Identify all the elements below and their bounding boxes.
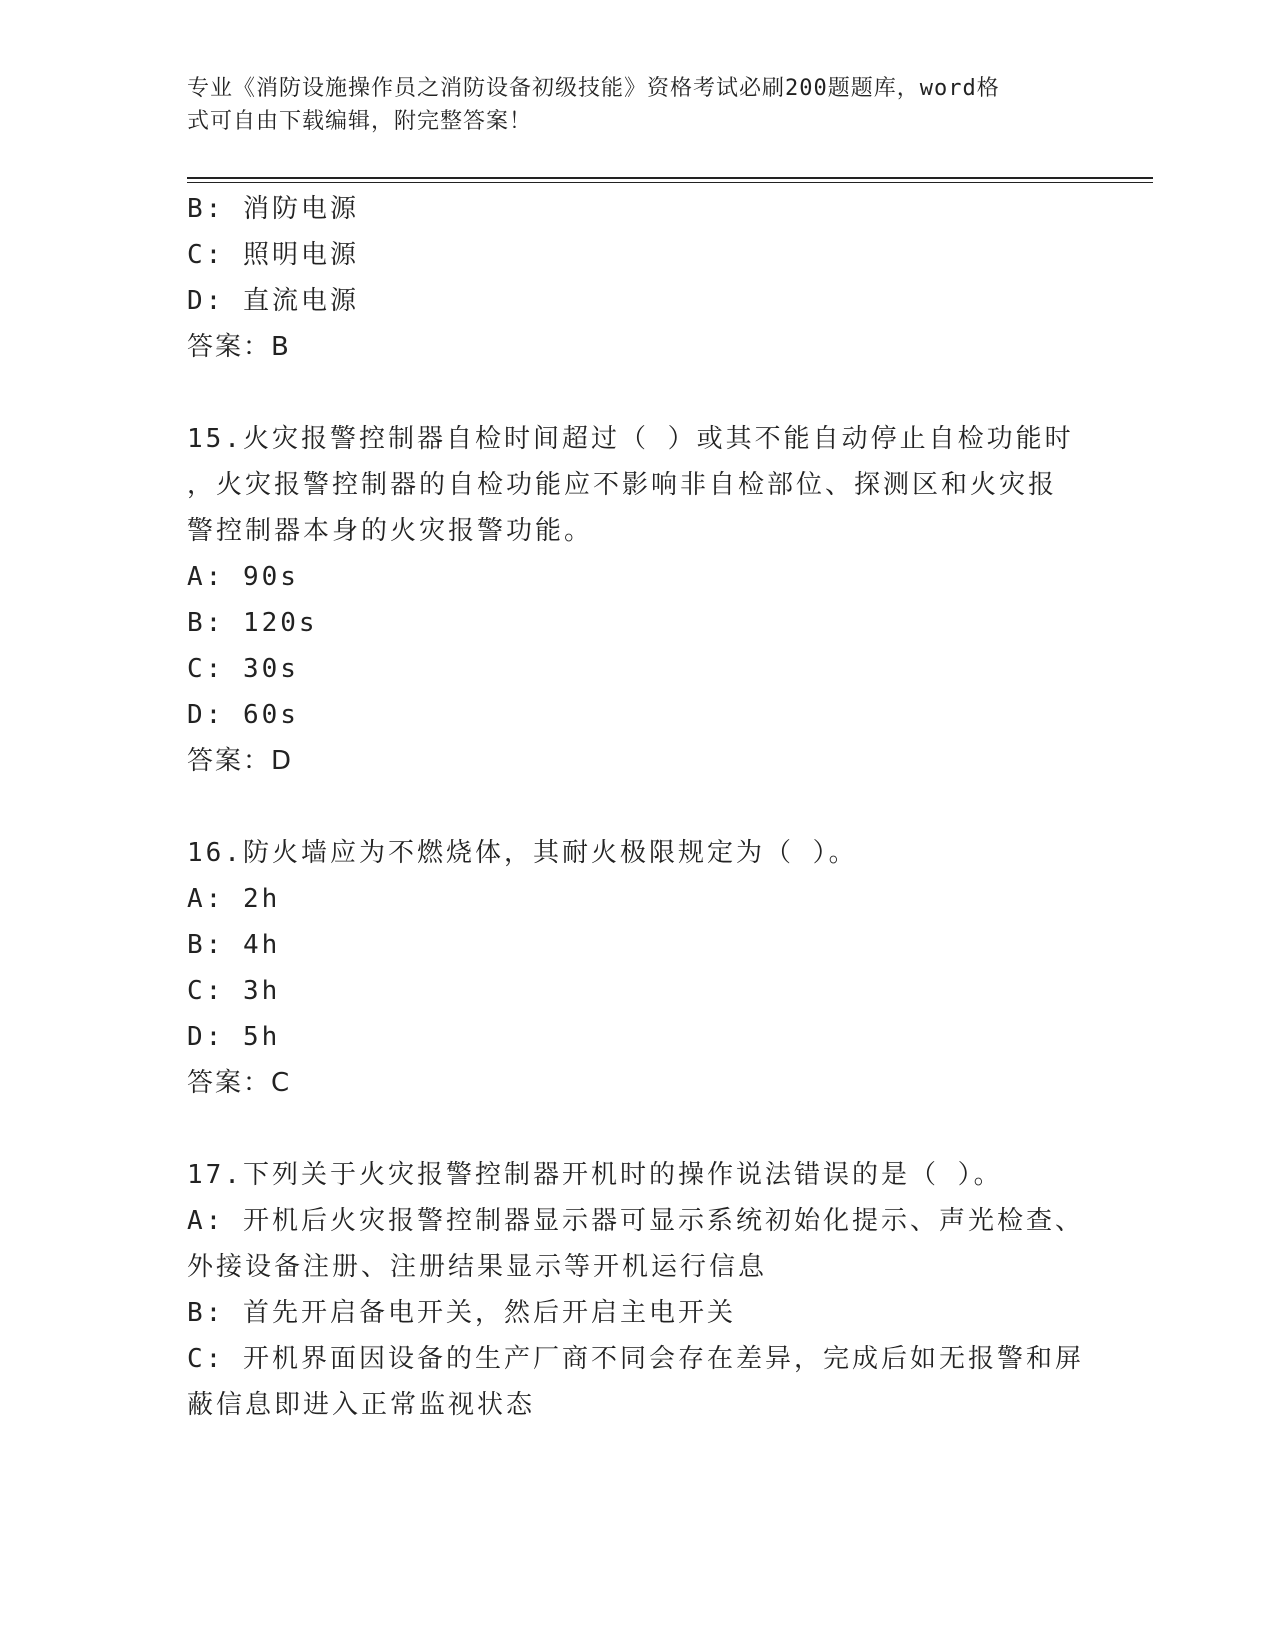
spacer — [187, 784, 1087, 830]
header-rule-thin — [187, 182, 1153, 183]
option-c-line-1: C: 开机界面因设备的生产厂商不同会存在差异，完成后如无报警和屏 — [187, 1344, 1084, 1374]
question-list — [187, 186, 1087, 1428]
question-stem-line-2: ，火灾报警控制器的自检功能应不影响非自检部位、探测区和火灾报 — [187, 470, 1058, 500]
option-c: C: 照明电源 — [187, 240, 359, 270]
question-17 — [187, 1152, 1087, 1428]
spacer — [187, 370, 1087, 416]
header-line-2: 式可自由下载编辑，附完整答案！ — [187, 109, 533, 134]
header-line-1: 专业《消防设施操作员之消防设备初级技能》资格考试必刷200题题库，word格 — [187, 76, 1000, 101]
option-c: C: 3h — [187, 976, 281, 1006]
option-d: D: 直流电源 — [187, 286, 359, 316]
option-a: A: 2h — [187, 884, 281, 914]
option-a-line-1: A: 开机后火灾报警控制器显示器可显示系统初始化提示、声光检查、 — [187, 1206, 1084, 1236]
question-15 — [187, 416, 1087, 784]
spacer — [187, 1106, 1087, 1152]
answer: 答案：B — [187, 332, 291, 362]
option-b: B: 120s — [187, 608, 318, 638]
answer: 答案：D — [187, 746, 294, 776]
question-stem-line-1: 15.火灾报警控制器自检时间超过（ ）或其不能自动停止自检功能时 — [187, 424, 1074, 454]
option-c-line-2: 蔽信息即进入正常监视状态 — [187, 1390, 536, 1420]
option-a-line-2: 外接设备注册、注册结果显示等开机运行信息 — [187, 1252, 768, 1282]
header-rule-thick — [187, 177, 1153, 179]
question-stem: 17.下列关于火灾报警控制器开机时的操作说法错误的是（ ）。 — [187, 1160, 1003, 1190]
option-b: B: 消防电源 — [187, 194, 359, 224]
option-b: B: 4h — [187, 930, 281, 960]
question-14-tail — [187, 186, 1087, 370]
question-16 — [187, 830, 1087, 1106]
option-b: B: 首先开启备电开关，然后开启主电开关 — [187, 1298, 736, 1328]
question-stem: 16.防火墙应为不燃烧体，其耐火极限规定为（ ）。 — [187, 838, 858, 868]
page-header — [187, 72, 1067, 138]
question-stem-line-3: 警控制器本身的火灾报警功能。 — [187, 516, 594, 546]
option-d: D: 60s — [187, 700, 299, 730]
option-c: C: 30s — [187, 654, 299, 684]
answer: 答案：C — [187, 1068, 292, 1098]
option-d: D: 5h — [187, 1022, 281, 1052]
option-a: A: 90s — [187, 562, 299, 592]
